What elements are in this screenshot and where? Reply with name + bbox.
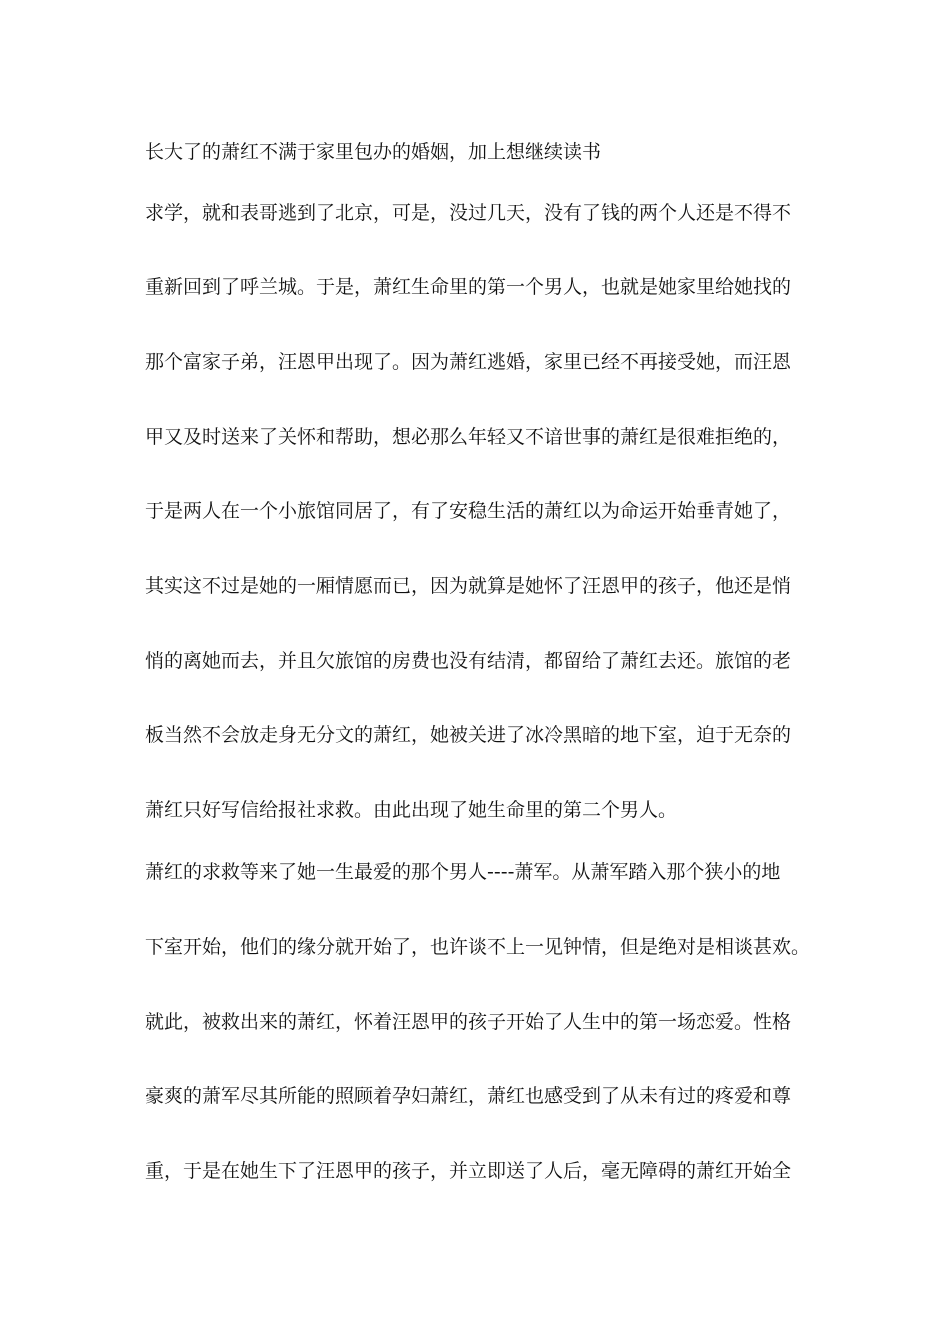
text-line: 重新回到了呼兰城。于是，萧红生命里的第一个男人，也就是她家里给她找的 (145, 276, 792, 298)
text-line: 萧红的求救等来了她一生最爱的那个男人----萧军。从萧军踏入那个狭小的地 (145, 861, 781, 883)
text-line: 悄的离她而去，并且欠旅馆的房费也没有结清，都留给了萧红去还。旅馆的老 (145, 650, 792, 672)
text-line: 豪爽的萧军尽其所能的照顾着孕妇萧红，萧红也感受到了从未有过的疼爱和尊 (145, 1085, 792, 1107)
text-line: 求学，就和表哥逃到了北京，可是，没过几天，没有了钱的两个人还是不得不 (145, 202, 792, 224)
text-line: 重，于是在她生下了汪恩甲的孩子，并立即送了人后，毫无障碍的萧红开始全 (145, 1160, 792, 1182)
text-line: 那个富家子弟，汪恩甲出现了。因为萧红逃婚，家里已经不再接受她，而汪恩 (145, 351, 792, 373)
text-line: 下室开始，他们的缘分就开始了，也许谈不上一见钟情，但是绝对是相谈甚欢。 (145, 936, 811, 958)
text-line: 就此，被救出来的萧红，怀着汪恩甲的孩子开始了人生中的第一场恋爱。性格 (145, 1011, 792, 1033)
text-line: 长大了的萧红不满于家里包办的婚姻，加上想继续读书 (145, 141, 602, 163)
text-line: 其实这不过是她的一厢情愿而已，因为就算是她怀了汪恩甲的孩子，他还是悄 (145, 575, 792, 597)
text-line: 甲又及时送来了关怀和帮助，想必那么年轻又不谙世事的萧红是很难拒绝的， (145, 426, 792, 448)
text-line: 板当然不会放走身无分文的萧红，她被关进了冰冷黑暗的地下室，迫于无奈的 (145, 724, 792, 746)
text-line: 于是两人在一个小旅馆同居了，有了安稳生活的萧红以为命运开始垂青她了， (145, 500, 792, 522)
text-line: 萧红只好写信给报社求救。由此出现了她生命里的第二个男人。 (145, 799, 678, 821)
